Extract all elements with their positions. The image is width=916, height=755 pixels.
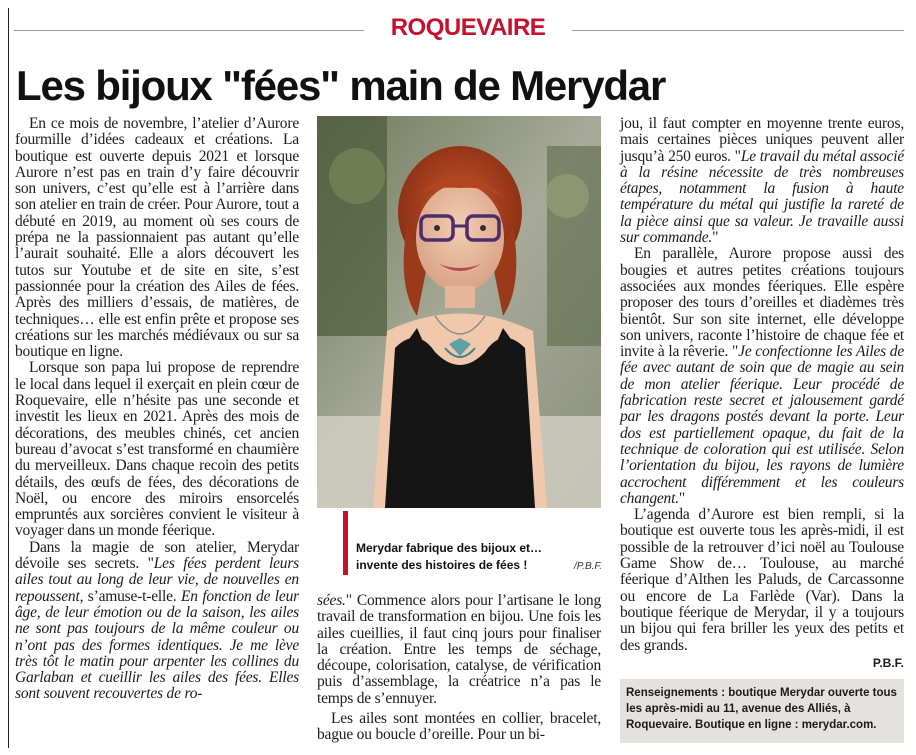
paragraph: Les ailes sont montées en collier, bracelet, bague ou boucle d’oreille. Pour un bi- bbox=[317, 710, 601, 744]
portrait-image bbox=[317, 116, 601, 508]
section-rule-right bbox=[572, 30, 904, 31]
paragraph: Lorsque son papa lui propose de reprendre le local dans lequel il exerçait en plein cœur de Roquevaire, elle n’hésite pas une seconde et investit les lieux en 2021. Après des mois de décorations, des meubles chinés, cet ancien bureau d’avocat s’est transformé en chaumière du merveilleux. Dans chaque recoin des petits détails, des œufs de fées, des décorations de Noël, ou encore des miroirs ensorcelés empruntés aux sorcières convient le visiteur à voyager dans un monde féerique. bbox=[15, 359, 299, 540]
article-photo bbox=[317, 116, 601, 508]
photo-credit: /P.B.F. bbox=[574, 561, 602, 572]
paragraph: jou, il faut compter en moyenne trente euros, mais certaines pièces uniques peuvent aller jusqu’à 250 euros. "Le travail du métal associé à la résine nécessite de très nombreuses étapes, notamment la fusion à haute température du métal qui justifie la rareté de la pièce ainsi que sa valeur. Je travaille aussi sur commande." bbox=[620, 115, 905, 247]
photo-caption: Merydar fabrique des bijoux et… invente des histoires de fées ! bbox=[356, 541, 543, 572]
info-box: Renseignements : boutique Merydar ouverte tous les après-midi au 11, avenue des Alliés, à Roquevaire. Boutique en ligne : merydar.com. bbox=[620, 679, 904, 743]
author-signature: P.B.F. bbox=[872, 656, 904, 670]
article-column-3 bbox=[620, 116, 904, 654]
section-rule-left bbox=[14, 30, 364, 31]
article-headline: Les bijoux "fées" main de Merydar bbox=[16, 62, 666, 109]
article-column-2 bbox=[317, 593, 601, 744]
paragraph: Dans la magie de son atelier, Merydar dévoile ses secrets. "Les fées perdent leurs ailes tout au long de leur vie, de nouvelles en repoussent, s’amuse-t-elle. En fonction de leur âge, de leur émotion ou de la saison, les ailes ne sont pas toujours de la même couleur ou n’ont pas des formes identiques. Je me lève très tôt le matin pour arpenter les collines du Garlaban et cueillir les ailes des fées. Elles sont souvent recouvertes de ro- bbox=[15, 538, 299, 703]
page-edge-rule bbox=[8, 8, 9, 748]
paragraph: sées." Commence alors pour l’artisane le long travail de transformation en bijou. Une fois les ailes cueillies, il faut cinq jours pour finaliser la création. Entre les temps de séchage, découpe, colorisation, catalyse, de vérification puis d’assemblage, la créatrice n’a pas le temps de s’ennuyer. bbox=[317, 592, 601, 707]
paragraph: En parallèle, Aurore propose aussi des bougies et autres petites créations toujours associées aux mondes féeriques. Elle espère proposer des tours d’oreilles et diadèmes très bientôt. Sur son site internet, elle développe son univers, raconte l’histoire de chaque fée et invite à la rêverie. "Je confectionne les Ailes de fée avec autant de soin que de magie au sein de mon atelier féerique. Leur procédé de fabrication reste secret et jalousement gardé par les dragons postés devant la porte. Leur dos est partiellement opaque, du fait de la technique de coloration qui est utilisée. Selon l’orientation du bijou, les rayons de lumière accrochent différemment et les couleurs changent." bbox=[620, 245, 904, 507]
article-column-1 bbox=[15, 116, 299, 703]
paragraph: L’agenda d’Aurore est bien rempli, si la boutique est ouverte tous les après-midi, il est possible de la retrouver d’ici noël au Toulouse Game Show de… Toulouse, au marché féerique d’Althen les Paluds, de Carcassonne ou encore de La Farlède (Var). Dans la boutique féerique de Merydar, il y a toujours un bijou qui fera briller les yeux des petits et des grands. bbox=[620, 506, 904, 654]
section-label: ROQUEVAIRE bbox=[390, 14, 546, 41]
caption-accent-bar bbox=[343, 511, 348, 575]
paragraph: En ce mois de novembre, l’atelier d’Aurore fourmille d’idées cadeaux et créations. La boutique est ouverte depuis 2021 et lorsque Aurore n’est pas en train d’y faire découvrir son univers, c’est qu’elle est à l’arrière dans son atelier en train de créer. Pour Aurore, tout a débuté en 2019, au moment où ses cours de prépa ne la passionnaient pas autant qu’elle l’aurait souhaité. Elle a alors découvert les tutos sur Youtube et de site en site, s’est passionnée pour la création des Ailes de fées. Après des milliers d’essais, de matières, de techniques… elle est enfin prête et propose ses créations sur les marchés médiévaux ou sur sa boutique en ligne. bbox=[15, 115, 299, 361]
